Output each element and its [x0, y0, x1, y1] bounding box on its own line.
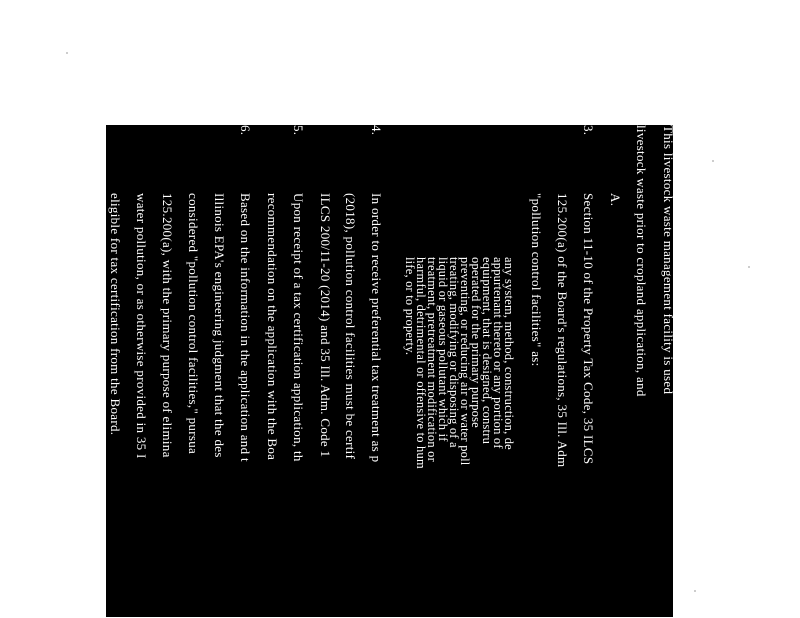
quote-line: treating, modifying or disposing of a: [447, 257, 461, 448]
text-line: In order to receive preferential tax treatment as p: [369, 193, 384, 463]
quote-line: liquid or gaseous pollutant which if: [436, 257, 450, 442]
quote-line: treatment, pretreatment modification or: [425, 257, 439, 462]
scan-speckle: [694, 590, 696, 592]
text-line: livestock waste prior to cropland application, and: [634, 125, 649, 397]
scan-speckle: [748, 266, 750, 268]
text-line: ILCS 200/11-20 (2014) and 35 Ill. Adm. Code 1: [318, 193, 333, 458]
quote-line: operated for the primary purpose: [469, 257, 483, 428]
subsection-label: A.: [608, 193, 623, 207]
text-line: 125.200(a), with the primary purpose of elimina: [160, 193, 175, 458]
section-number: 5.: [291, 125, 306, 136]
section-number: 4.: [369, 125, 384, 136]
text-line: Upon receipt of a tax certification application, th: [291, 193, 306, 462]
quote-line: preventing, or reducing air or water poll: [458, 257, 472, 466]
scan-speckle: [66, 52, 68, 54]
text-line: eligible for tax certification from the Board.: [108, 193, 123, 436]
quote-line: harmful, detrimental or offensive to hum: [414, 257, 428, 469]
text-line: Illinois EPA's engineering judgment that the des: [212, 193, 227, 458]
text-line: Section 11-10 of the Property Tax Code, 35 ILCS: [581, 193, 596, 465]
text-line: 125.200(a) of the Board's regulations, 35 Ill. Adm: [555, 193, 570, 468]
text-line: "pollution control facilities" as:: [529, 193, 544, 367]
text-line: This livestock waste management facility is used: [661, 125, 676, 395]
scan-speckle: [712, 160, 714, 162]
quote-line: any system, method, construction, de: [502, 257, 516, 450]
text-line: Based on the information in the application and t: [238, 193, 253, 462]
scanned-page: [106, 125, 676, 617]
text-line: recommendation on the application with the Boa: [265, 193, 280, 461]
rotated-page-content: [106, 125, 676, 617]
text-line: considered "pollution control facilities," pursua: [186, 193, 201, 455]
text-line: water pollution, or as otherwise provided in 35 I: [134, 193, 149, 459]
section-number: 6.: [238, 125, 253, 136]
quote-line: equipment, that is designed, constru: [480, 257, 494, 445]
quote-line: appurtenant thereto or any portion of: [491, 257, 505, 449]
section-number: 3.: [581, 125, 596, 136]
text-line: (2018), pollution control facilities must be certif: [343, 193, 358, 460]
quote-line: life, or to property.: [403, 257, 417, 356]
